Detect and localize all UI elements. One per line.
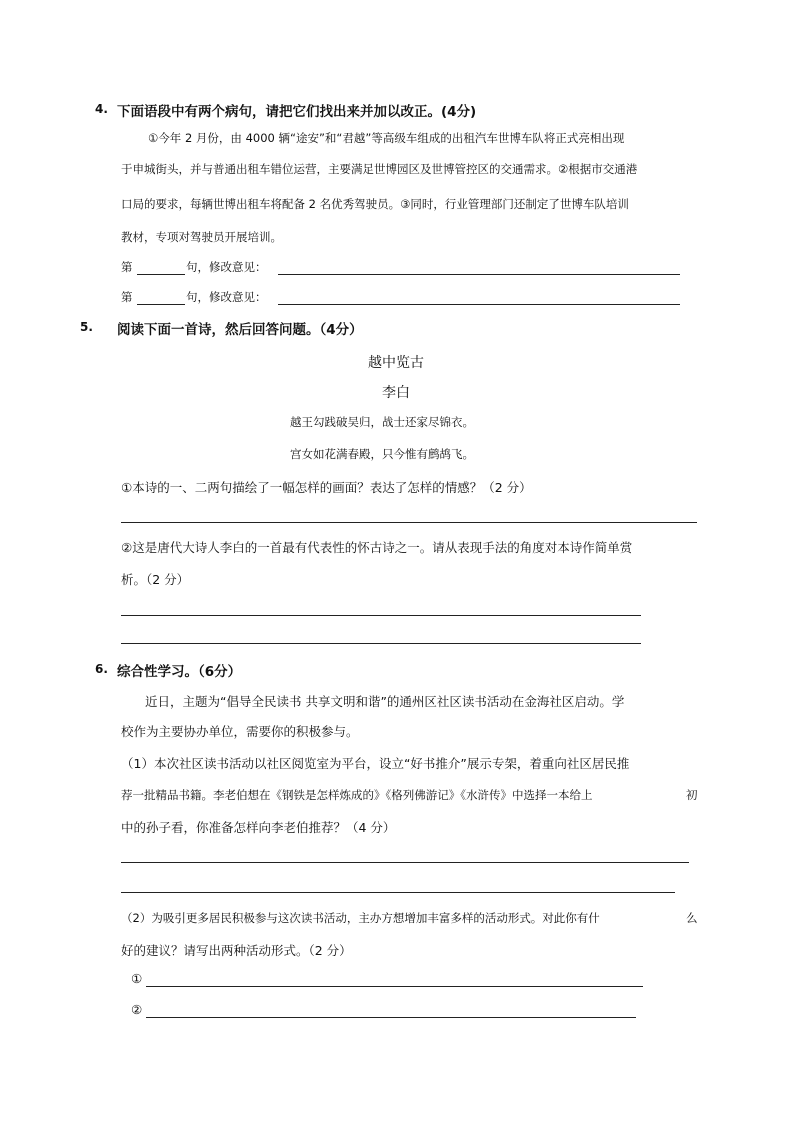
- q6-intro-line-2: 校作为主要协办单位，需要你的积极参与。: [121, 724, 359, 739]
- q6-part2-mark-2: ②: [131, 1002, 143, 1017]
- q6-intro-line-1: 近日，主题为“倡导全民读书 共享文明和谐”的通州区社区读书活动在金海社区启动。学: [145, 694, 625, 709]
- q5-subquestion-1: ①本诗的一、二两句描绘了一幅怎样的画面？表达了怎样的情感？（2 分）: [121, 480, 532, 495]
- q4-paragraph-line-2: 于申城街头，并与普通出租车错位运营，主要满足世博园区及世博管控区的交通需求。②根据市交通港: [121, 162, 638, 176]
- q6-part1-answer-line-1[interactable]: [121, 862, 689, 863]
- q5-subquestion-2-line-2: 析。（2 分）: [121, 572, 190, 587]
- poem-author: 李白: [382, 385, 410, 401]
- q6-part2-line-1-tail: 么: [686, 911, 698, 925]
- poem-title: 越中览古: [368, 355, 424, 371]
- q4-answer-2-prefix: 第: [121, 290, 133, 304]
- q4-answer-1-prefix: 第: [121, 260, 133, 274]
- q4-answer-1-label: 句，修改意见：: [186, 260, 267, 274]
- q4-answer-2-sentence-blank[interactable]: [137, 304, 185, 305]
- q4-answer-1-line[interactable]: [278, 274, 680, 275]
- poem-line-1: 越王勾践破吴归，战士还家尽锦衣。: [290, 415, 474, 429]
- q6-part1-line-3: 中的孙子看，你准备怎样向李老伯推荐？（4 分）: [121, 820, 396, 835]
- q6-part2-answer-line-2[interactable]: [146, 1017, 636, 1018]
- q6-part2-line-2: 好的建议？请写出两种活动形式。（2 分）: [121, 943, 352, 958]
- q4-paragraph-line-1: ①今年 2 月份，由 4000 辆“途安”和“君越”等高级车组成的出租汽车世博车队将正式亮相出现: [148, 131, 625, 145]
- q5-subquestion-2-line-1: ②这是唐代大诗人李白的一首最有代表性的怀古诗之一。请从表现手法的角度对本诗作简单赏: [121, 540, 633, 555]
- q6-title: 综合性学习。（6分）: [117, 664, 242, 680]
- q4-answer-1-sentence-blank[interactable]: [137, 274, 185, 275]
- q6-part2-line-1: （2）为吸引更多居民积极参与这次读书活动，主办方想增加丰富多样的活动形式。对此你有什: [121, 911, 600, 925]
- q4-answer-2-line[interactable]: [278, 304, 680, 305]
- q6-part2-answer-line-1[interactable]: [146, 986, 643, 987]
- q5-title: 阅读下面一首诗，然后回答问题。（4分）: [117, 322, 363, 338]
- q4-answer-2-label: 句，修改意见：: [186, 290, 267, 304]
- q6-part1-line-2-tail: 初: [686, 788, 698, 802]
- q5-answer-2-line-1[interactable]: [121, 615, 641, 616]
- q6-part2-mark-1: ①: [131, 971, 143, 986]
- q4-paragraph-line-3: 口局的要求，每辆世博出租车将配备 2 名优秀驾驶员。③同时，行业管理部门还制定了世博车队培训: [121, 197, 629, 211]
- q4-number: 4.: [95, 102, 108, 116]
- q5-answer-1-line[interactable]: [121, 522, 697, 523]
- q6-part1-line-2: 荐一批精品书籍。李老伯想在《钢铁是怎样炼成的》《格列佛游记》《水浒传》中选择一本给上: [121, 788, 593, 802]
- q6-part1-line-1: （1）本次社区读书活动以社区阅览室为平台，设立“好书推介”展示专架，着重向社区居民推: [121, 756, 630, 771]
- q6-part1-answer-line-2[interactable]: [121, 892, 675, 893]
- q5-answer-2-line-2[interactable]: [121, 643, 641, 644]
- poem-line-2: 宫女如花满春殿，只今惟有鹧鸪飞。: [290, 447, 474, 461]
- q4-paragraph-line-4: 教材，专项对驾驶员开展培训。: [121, 230, 282, 244]
- q4-title: 下面语段中有两个病句，请把它们找出来并加以改正。(4分): [117, 104, 477, 120]
- q5-number: 5.: [80, 320, 93, 334]
- q6-number: 6.: [95, 662, 108, 676]
